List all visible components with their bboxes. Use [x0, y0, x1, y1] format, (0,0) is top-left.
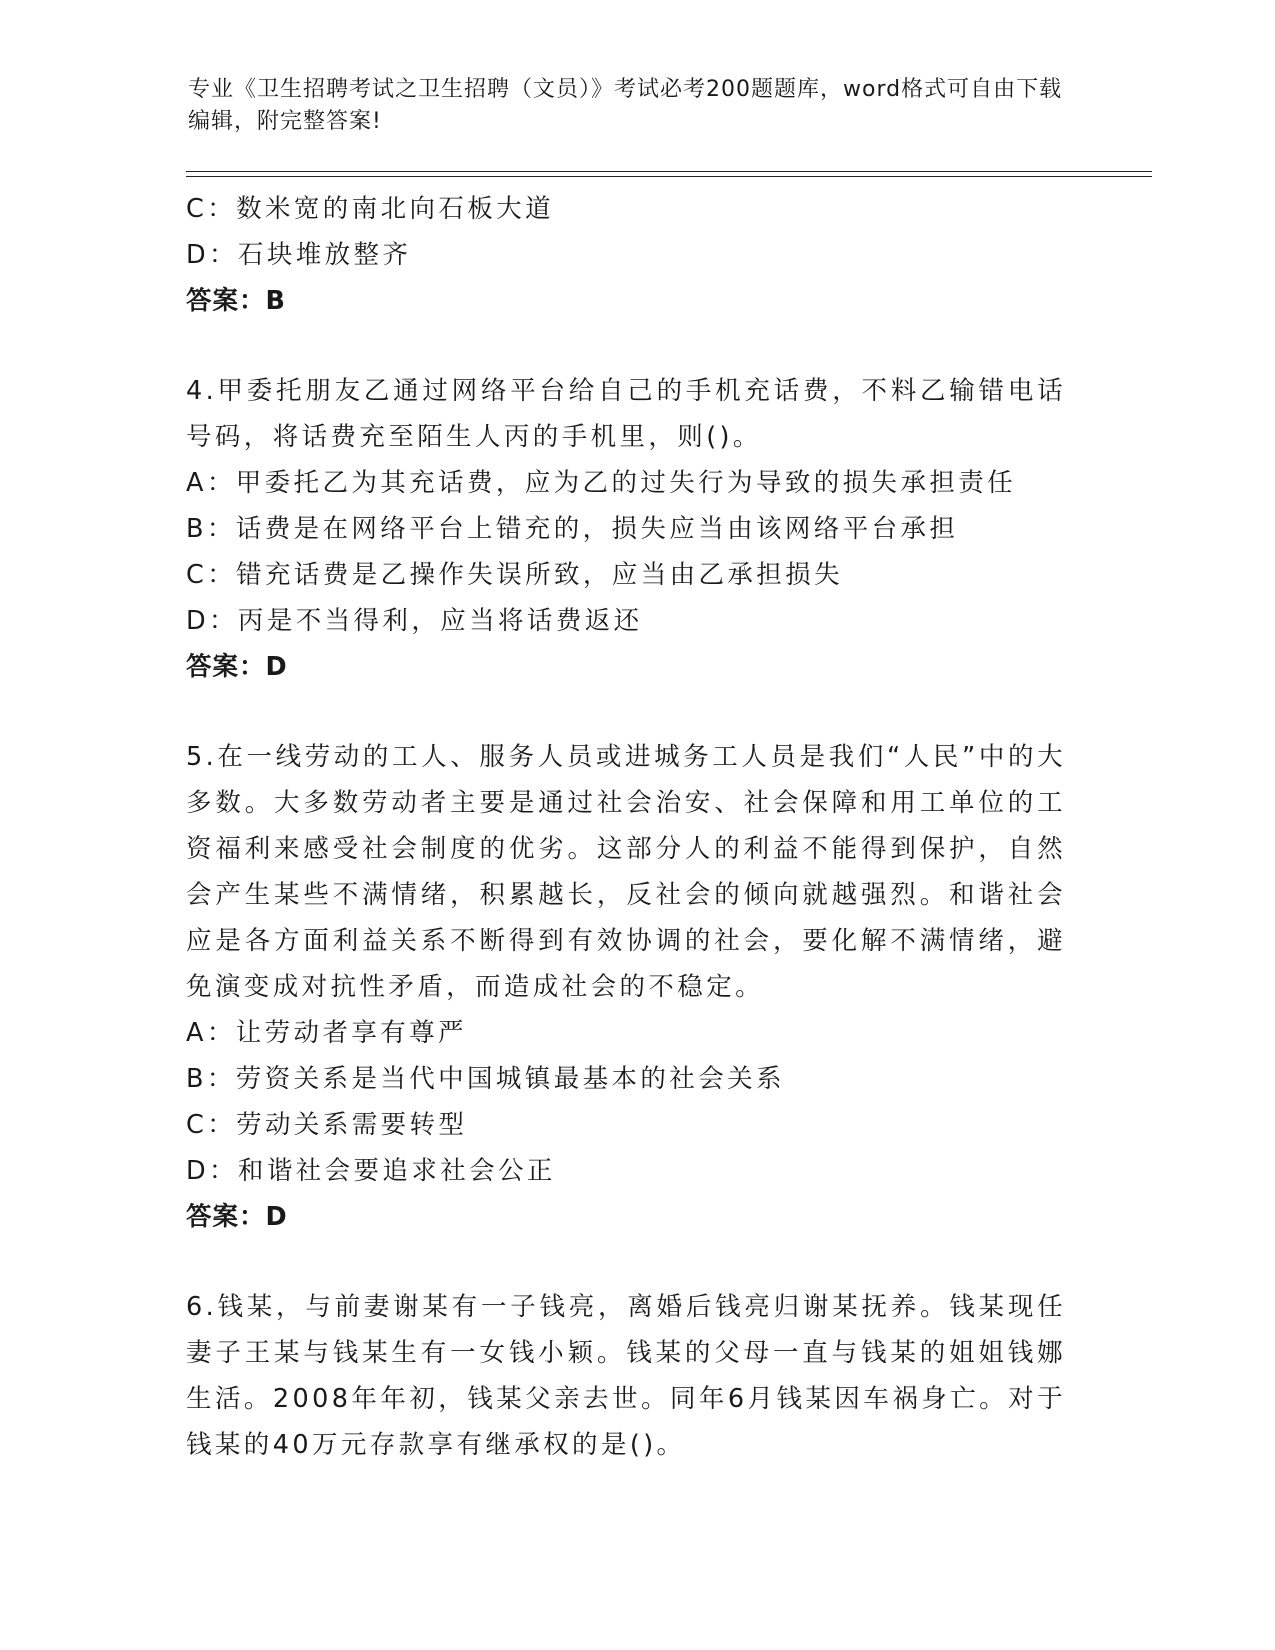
q5-option-a: A：让劳动者享有尊严 — [186, 1018, 467, 1048]
q6-stem: 6.钱某，与前妻谢某有一子钱亮，离婚后钱亮归谢某抚养。钱某现任妻子王某与钱某生有一女钱小颖。钱某的父母一直与钱某的姐姐钱娜生活。2008年年初，钱某父亲去世。同年6月钱某因车祸身亡。对于钱某的40万元存款享有继承权的是()。 — [186, 1292, 1066, 1460]
q5-stem: 5.在一线劳动的工人、服务人员或进城务工人员是我们“人民”中的大多数。大多数劳动者主要是通过社会治安、社会保障和用工单位的工资福利来感受社会制度的优劣。这部分人的利益不能得到保护，自然会产生某些不满情绪，积累越长，反社会的倾向就越强烈。和谐社会应是各方面利益关系不断得到有效协调的社会，要化解不满情绪，避免演变成对抗性矛盾，而造成社会的不稳定。 — [186, 742, 1066, 1002]
q3-option-c: C：数米宽的南北向石板大道 — [186, 194, 555, 224]
q3-option-d: D：石块堆放整齐 — [186, 240, 412, 270]
q4-option-d: D：丙是不当得利，应当将话费返还 — [186, 606, 643, 636]
q5-answer: 答案：D — [186, 1202, 288, 1232]
q4-stem: 4.甲委托朋友乙通过网络平台给自己的手机充话费，不料乙输错电话号码，将话费充至陌生人丙的手机里，则()。 — [186, 376, 1066, 452]
header-title: 专业《卫生招聘考试之卫生招聘（文员）》考试必考200题题库，word格式可自由下载编辑，附完整答案! — [188, 77, 1063, 134]
q5-option-b: B：劳资关系是当代中国城镇最基本的社会关系 — [186, 1064, 785, 1094]
q5-option-d: D：和谐社会要追求社会公正 — [186, 1156, 556, 1186]
spacer — [186, 1240, 1066, 1284]
q4-option-b: B：话费是在网络平台上错充的，损失应当由该网络平台承担 — [186, 514, 959, 544]
document-body — [186, 186, 1066, 1468]
question-5 — [186, 734, 1066, 1240]
q4-option-c: C：错充话费是乙操作失误所致，应当由乙承担损失 — [186, 560, 844, 590]
spacer — [186, 690, 1066, 734]
q4-option-a: A：甲委托乙为其充话费，应为乙的过失行为导致的损失承担责任 — [186, 468, 1017, 498]
q5-option-c: C：劳动关系需要转型 — [186, 1110, 468, 1140]
q4-answer: 答案：D — [186, 652, 288, 682]
q3-answer: 答案：B — [186, 286, 286, 316]
question-4 — [186, 368, 1066, 690]
spacer — [186, 324, 1066, 368]
header-rule-bottom — [186, 176, 1152, 177]
header-rule-top — [186, 171, 1152, 172]
page-header — [188, 74, 1068, 138]
question-6 — [186, 1284, 1066, 1468]
question-3-tail — [186, 186, 1066, 324]
